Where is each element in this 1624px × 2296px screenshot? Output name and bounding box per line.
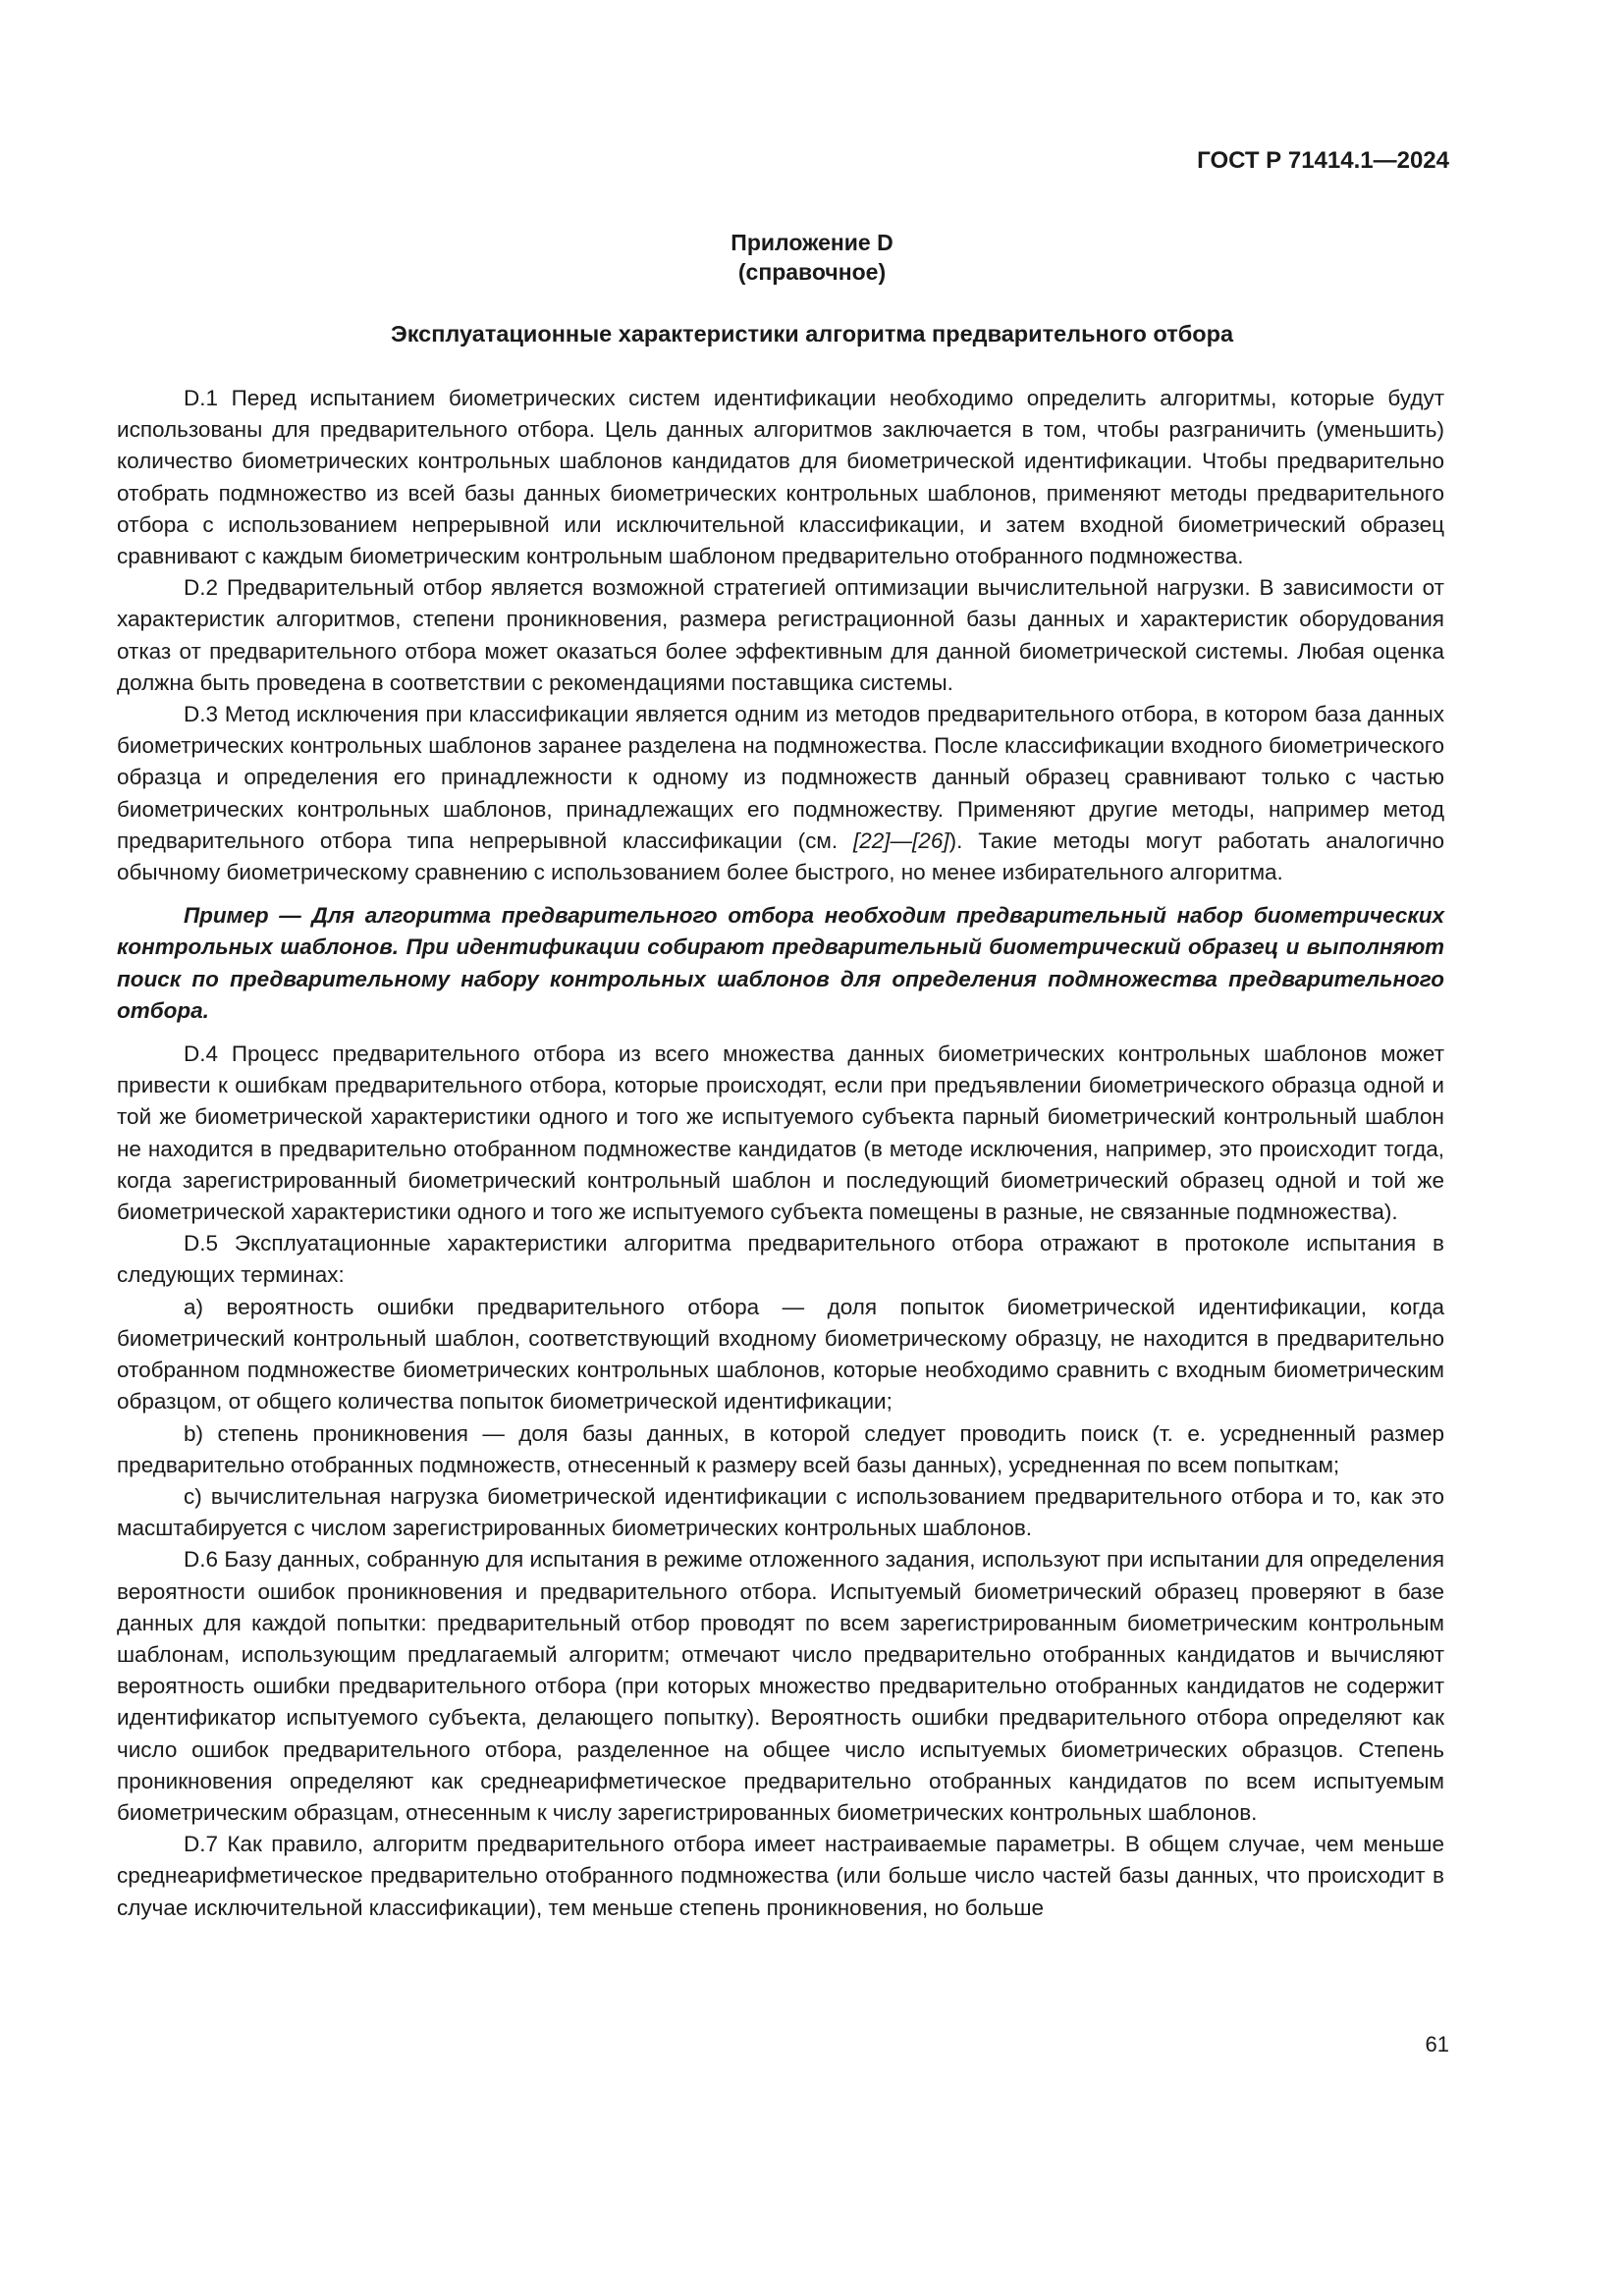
- paragraph-d4: D.4 Процесс предварительного отбора из всего множества данных биометрических контрольных шаблонов может привести к ошибкам предварительного отбора, которые происходят, если при предъявлении биометрического образца одной и той же биометрической характеристики одного и того же испытуемого субъекта парный биометрический контрольный шаблон не находится в предварительно отобранном подмножестве кандидатов (в методе исключения, например, это происходит тогда, когда зарегистрированный биометрический контрольный шаблон и последующий биометрический образец одной и той же биометрической характеристики одного и того же испытуемого субъекта помещены в разные, не связанные подмножества).: [117, 1041, 1444, 1225]
- paragraph-d3-text-end: ). Такие методы могут работать аналогично обычному биометрическому сравнению с использованием более быстрого, но менее избирательного алгоритма.: [117, 828, 1445, 885]
- list-item-b: b) степень проникновения — доля базы данных, в которой следует проводить поиск (т. е. усредненный размер предварительно отобранных подмножеств, отнесенный к размеру всей базы данных), усредненная по всем попыткам;: [117, 1420, 1444, 1477]
- paragraph-d6: D.6 Базу данных, собранную для испытания в режиме отложенного задания, используют при испытании для определения вероятности ошибок проникновения и предварительного отбора. Испытуемый биометрический образец проверяют в базе данных для каждой попытки: предварительный отбор проводят по всем зарегистрированным биометрическим контрольным шаблонам, использующим предлагаемый алгоритм; отмечают число предварительно отобранных кандидатов и вычисляют вероятность ошибки предварительного отбора (при которых множество предварительно отобранных кандидатов не содержит идентификатор испытуемого субъекта, делающего попытку). Вероятность ошибки предварительного отбора определяют как число ошибок предварительного отбора, разделенное на общее число испытуемых биометрических образцов. Степень проникновения определяют как среднеарифметическое предварительно отобранных кандидатов по всем испытуемым биометрическим образцам, отнесенным к числу зарегистрированных биометрических контрольных шаблонов.: [117, 1547, 1444, 1825]
- reference-link: [22]—[26]: [853, 828, 949, 853]
- paragraph-d5: D.5 Эксплуатационные характеристики алгоритма предварительного отбора отражают в протоколе испытания в следующих терминах:: [117, 1231, 1444, 1288]
- paragraph-d1: D.1 Перед испытанием биометрических систем идентификации необходимо определить алгоритмы, которые будут использованы для предварительного отбора. Цель данных алгоритмов заключается в том, чтобы разграничить (уменьшить) количество биометрических контрольных шаблонов кандидатов для биометрической идентификации. Чтобы предварительно отобрать подмножество из всей базы данных биометрических контрольных шаблонов, применяют методы предварительного отбора с использованием непрерывной или исключительной классификации, и затем входной биометрический образец сравнивают с каждым биометрическим контрольным шаблоном предварительно отобранного подмножества.: [117, 386, 1444, 569]
- page-number: 61: [1425, 2032, 1449, 2056]
- list-item-c: c) вычислительная нагрузка биометрической идентификации с использованием предварительного отбора и то, как это масштабируется с числом зарегистрированных биометрических контрольных шаблонов.: [117, 1483, 1444, 1541]
- list-item-a: a) вероятность ошибки предварительного отбора — доля попыток биометрической идентификации, когда биометрический контрольный шаблон, соответствующий входному биометрическому образцу, не находится в предварительно отобранном подмножестве биометрических контрольных шаблонов, которые необходимо сравнить с входным биометрическим образцом, от общего количества попыток биометрической идентификации;: [117, 1294, 1444, 1415]
- document-body: [117, 383, 1444, 1924]
- appendix-type: (справочное): [737, 259, 887, 285]
- paragraph-d3-text-start: D.3 Метод исключения при классификации является одним из методов предварительного отбора, в котором база данных биометрических контрольных шаблонов заранее разделена на подмножества. После классификации входного биометрического образца и определения его принадлежности к одному из подмножеств данный образец сравнивают только с частью биометрических контрольных шаблонов, принадлежащих его подмножеству. Применяют другие методы, например метод предварительного отбора типа непрерывной классификации (см.: [117, 702, 1444, 853]
- appendix-heading: Эксплуатационные характеристики алгоритма предварительного отбора: [390, 321, 1234, 347]
- standard-number: ГОСТ Р 71414.1—2024: [1197, 147, 1449, 174]
- appendix-title: Приложение D: [731, 230, 893, 255]
- example-paragraph: Пример — Для алгоритма предварительного отбора необходим предварительный набор биометрических контрольных шаблонов. При идентификации собирают предварительный биометрический образец и выполняют поиск по предварительному набору контрольных шаблонов для определения подмножества предварительного отбора.: [117, 903, 1444, 1023]
- paragraph-d7: D.7 Как правило, алгоритм предварительного отбора имеет настраиваемые параметры. В общем случае, чем меньше среднеарифметическое предварительно отобранного подмножества (или больше число частей базы данных, что происходит в случае исключительной классификации), тем меньше степень проникновения, но больше: [117, 1832, 1444, 1920]
- paragraph-d3: [117, 699, 1444, 888]
- paragraph-d2: D.2 Предварительный отбор является возможной стратегией оптимизации вычислительной нагрузки. В зависимости от характеристик алгоритмов, степени проникновения, размера регистрационной базы данных и характеристик оборудования отказ от предварительного отбора может оказаться более эффективным для данной биометрической системы. Любая оценка должна быть проведена в соответствии с рекомендациями поставщика системы.: [117, 575, 1444, 695]
